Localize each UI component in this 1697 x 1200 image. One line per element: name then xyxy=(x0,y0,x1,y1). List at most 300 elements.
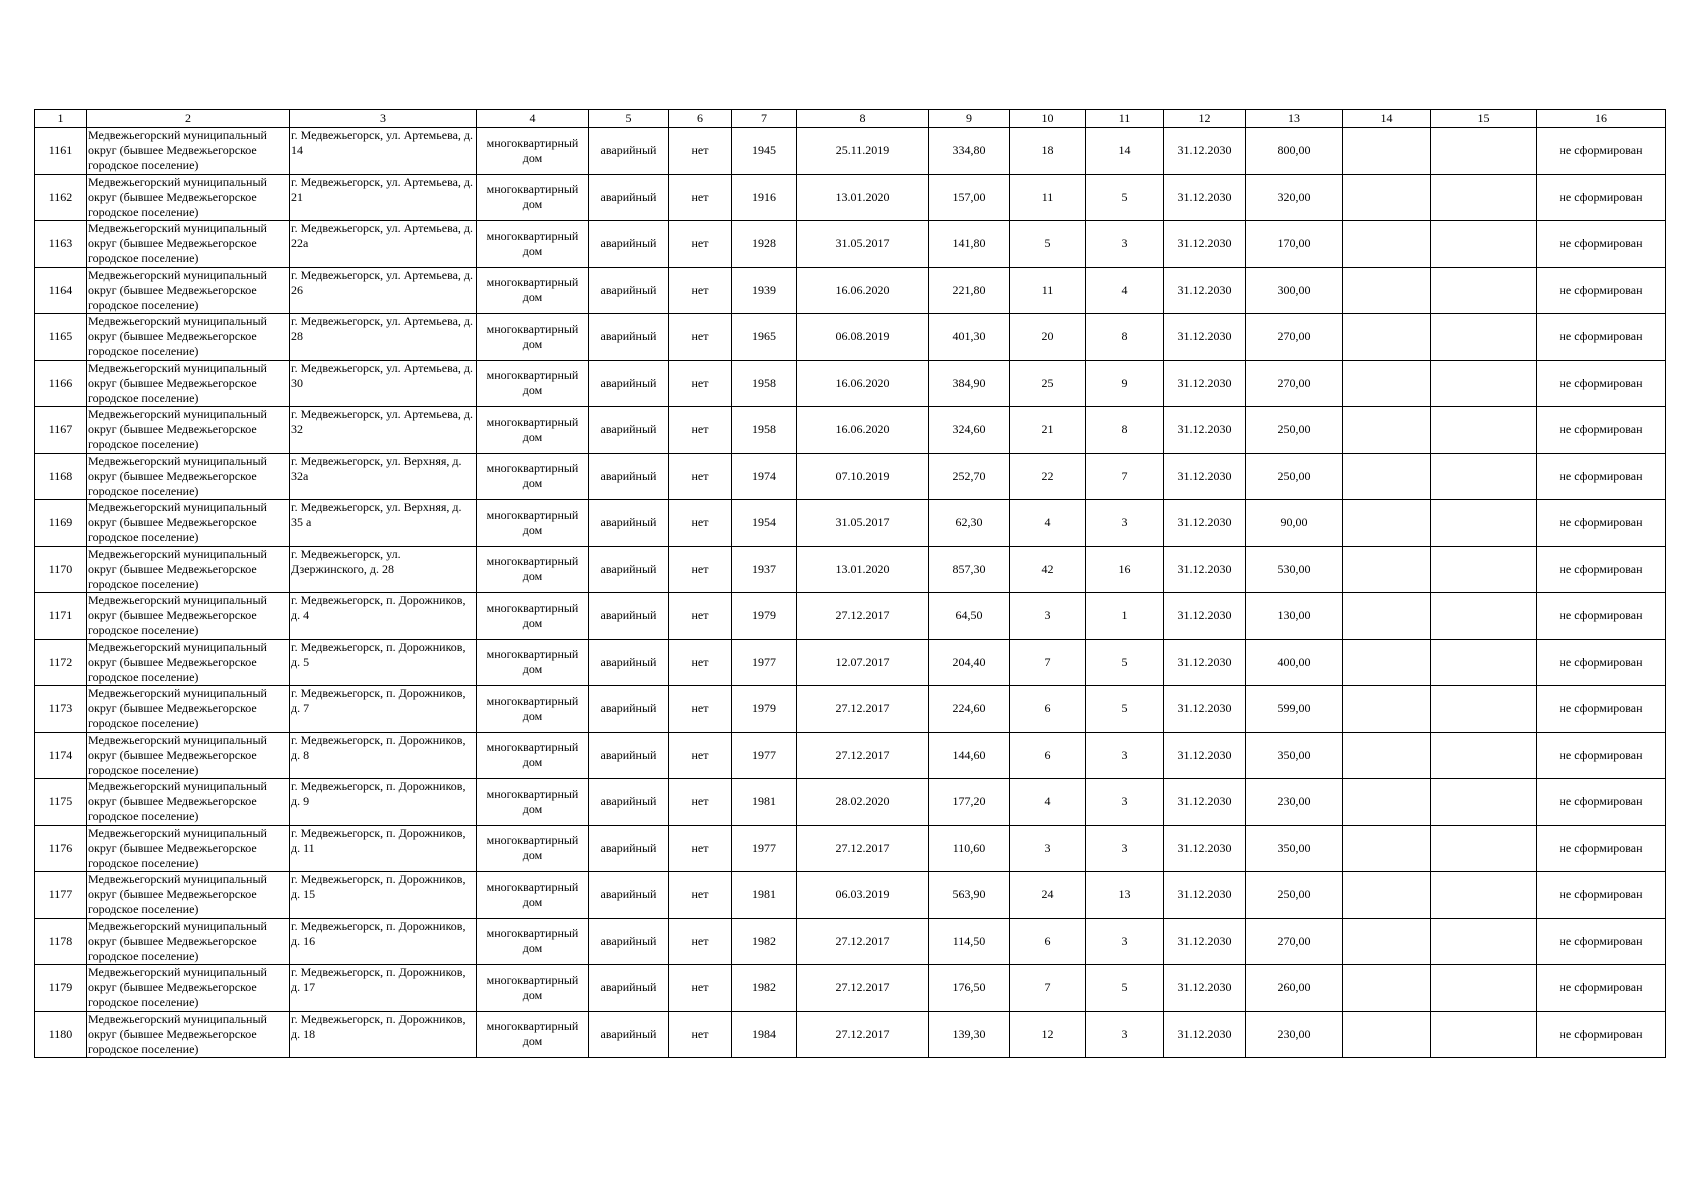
col15-cell xyxy=(1431,314,1537,361)
condition-cell: аварийный xyxy=(589,267,669,314)
resettlement-deadline-cell: 31.12.2030 xyxy=(1164,360,1246,407)
row-number: 1177 xyxy=(35,872,87,919)
col15-cell xyxy=(1431,360,1537,407)
col15-cell xyxy=(1431,686,1537,733)
col14-cell xyxy=(1343,825,1431,872)
col6-cell: нет xyxy=(669,732,732,779)
municipality-cell: Медвежьегорский муниципальный округ (бывшее Медвежьегорское городское поселение) xyxy=(87,779,290,826)
address-cell: г. Медвежьегорск, ул. Верхняя, д. 32а xyxy=(290,453,477,500)
col13-cell: 270,00 xyxy=(1246,918,1343,965)
build-year-cell: 1958 xyxy=(732,360,797,407)
building-type-cell: многоквартирный дом xyxy=(477,825,589,872)
condition-cell: аварийный xyxy=(589,360,669,407)
municipality-cell: Медвежьегорский муниципальный округ (бывшее Медвежьегорское городское поселение) xyxy=(87,686,290,733)
resettlement-deadline-cell: 31.12.2030 xyxy=(1164,407,1246,454)
col15-cell xyxy=(1431,732,1537,779)
build-year-cell: 1979 xyxy=(732,686,797,733)
area-cell: 563,90 xyxy=(929,872,1010,919)
municipality-cell: Медвежьегорский муниципальный округ (бывшее Медвежьегорское городское поселение) xyxy=(87,732,290,779)
column-header: 1 xyxy=(35,110,87,128)
col11-cell: 5 xyxy=(1086,686,1164,733)
resettlement-deadline-cell: 31.12.2030 xyxy=(1164,128,1246,175)
col16-cell: не сформирован xyxy=(1537,128,1666,175)
address-cell: г. Медвежьегорск, п. Дорожников, д. 17 xyxy=(290,965,477,1012)
recognition-date-cell: 28.02.2020 xyxy=(797,779,929,826)
col14-cell xyxy=(1343,918,1431,965)
col14-cell xyxy=(1343,221,1431,268)
col16-cell: не сформирован xyxy=(1537,965,1666,1012)
recognition-date-cell: 27.12.2017 xyxy=(797,825,929,872)
col14-cell xyxy=(1343,453,1431,500)
col14-cell xyxy=(1343,546,1431,593)
area-cell: 221,80 xyxy=(929,267,1010,314)
area-cell: 224,60 xyxy=(929,686,1010,733)
condition-cell: аварийный xyxy=(589,686,669,733)
col16-cell: не сформирован xyxy=(1537,546,1666,593)
build-year-cell: 1974 xyxy=(732,453,797,500)
col11-cell: 7 xyxy=(1086,453,1164,500)
condition-cell: аварийный xyxy=(589,825,669,872)
table-row xyxy=(35,314,1666,361)
col15-cell xyxy=(1431,639,1537,686)
row-number: 1165 xyxy=(35,314,87,361)
col16-cell: не сформирован xyxy=(1537,918,1666,965)
building-type-cell: многоквартирный дом xyxy=(477,918,589,965)
col11-cell: 8 xyxy=(1086,407,1164,454)
recognition-date-cell: 12.07.2017 xyxy=(797,639,929,686)
address-cell: г. Медвежьегорск, ул. Верхняя, д. 35 а xyxy=(290,500,477,547)
col6-cell: нет xyxy=(669,686,732,733)
municipality-cell: Медвежьегорский муниципальный округ (бывшее Медвежьегорское городское поселение) xyxy=(87,407,290,454)
column-header: 16 xyxy=(1537,110,1666,128)
col14-cell xyxy=(1343,267,1431,314)
residents-cell: 7 xyxy=(1010,965,1086,1012)
col6-cell: нет xyxy=(669,546,732,593)
residents-cell: 11 xyxy=(1010,174,1086,221)
col16-cell: не сформирован xyxy=(1537,686,1666,733)
build-year-cell: 1939 xyxy=(732,267,797,314)
col13-cell: 250,00 xyxy=(1246,872,1343,919)
col13-cell: 230,00 xyxy=(1246,779,1343,826)
col11-cell: 3 xyxy=(1086,918,1164,965)
residents-cell: 3 xyxy=(1010,825,1086,872)
col6-cell: нет xyxy=(669,639,732,686)
build-year-cell: 1981 xyxy=(732,779,797,826)
resettlement-deadline-cell: 31.12.2030 xyxy=(1164,965,1246,1012)
condition-cell: аварийный xyxy=(589,407,669,454)
address-cell: г. Медвежьегорск, п. Дорожников, д. 16 xyxy=(290,918,477,965)
col6-cell: нет xyxy=(669,314,732,361)
building-type-cell: многоквартирный дом xyxy=(477,779,589,826)
municipality-cell: Медвежьегорский муниципальный округ (бывшее Медвежьегорское городское поселение) xyxy=(87,174,290,221)
resettlement-deadline-cell: 31.12.2030 xyxy=(1164,546,1246,593)
col16-cell: не сформирован xyxy=(1537,314,1666,361)
recognition-date-cell: 16.06.2020 xyxy=(797,360,929,407)
table-row xyxy=(35,407,1666,454)
condition-cell: аварийный xyxy=(589,593,669,640)
col16-cell: не сформирован xyxy=(1537,1011,1666,1058)
col11-cell: 4 xyxy=(1086,267,1164,314)
recognition-date-cell: 27.12.2017 xyxy=(797,1011,929,1058)
recognition-date-cell: 31.05.2017 xyxy=(797,500,929,547)
table-row xyxy=(35,128,1666,175)
area-cell: 157,00 xyxy=(929,174,1010,221)
condition-cell: аварийный xyxy=(589,639,669,686)
table-row xyxy=(35,872,1666,919)
row-number: 1163 xyxy=(35,221,87,268)
table-row xyxy=(35,639,1666,686)
municipality-cell: Медвежьегорский муниципальный округ (бывшее Медвежьегорское городское поселение) xyxy=(87,360,290,407)
area-cell: 252,70 xyxy=(929,453,1010,500)
table-row xyxy=(35,453,1666,500)
col14-cell xyxy=(1343,686,1431,733)
col11-cell: 3 xyxy=(1086,779,1164,826)
col15-cell xyxy=(1431,128,1537,175)
col11-cell: 9 xyxy=(1086,360,1164,407)
municipality-cell: Медвежьегорский муниципальный округ (бывшее Медвежьегорское городское поселение) xyxy=(87,965,290,1012)
residents-cell: 6 xyxy=(1010,918,1086,965)
build-year-cell: 1977 xyxy=(732,825,797,872)
table-row xyxy=(35,593,1666,640)
area-cell: 334,80 xyxy=(929,128,1010,175)
recognition-date-cell: 31.05.2017 xyxy=(797,221,929,268)
col6-cell: нет xyxy=(669,1011,732,1058)
residents-cell: 22 xyxy=(1010,453,1086,500)
address-cell: г. Медвежьегорск, п. Дорожников, д. 9 xyxy=(290,779,477,826)
address-cell: г. Медвежьегорск, ул. Артемьева, д. 32 xyxy=(290,407,477,454)
column-header: 11 xyxy=(1086,110,1164,128)
row-number: 1174 xyxy=(35,732,87,779)
building-type-cell: многоквартирный дом xyxy=(477,965,589,1012)
municipality-cell: Медвежьегорский муниципальный округ (бывшее Медвежьегорское городское поселение) xyxy=(87,639,290,686)
col16-cell: не сформирован xyxy=(1537,732,1666,779)
resettlement-deadline-cell: 31.12.2030 xyxy=(1164,918,1246,965)
resettlement-deadline-cell: 31.12.2030 xyxy=(1164,174,1246,221)
address-cell: г. Медвежьегорск, п. Дорожников, д. 18 xyxy=(290,1011,477,1058)
condition-cell: аварийный xyxy=(589,500,669,547)
municipality-cell: Медвежьегорский муниципальный округ (бывшее Медвежьегорское городское поселение) xyxy=(87,500,290,547)
col16-cell: не сформирован xyxy=(1537,825,1666,872)
area-cell: 141,80 xyxy=(929,221,1010,268)
col11-cell: 3 xyxy=(1086,825,1164,872)
recognition-date-cell: 13.01.2020 xyxy=(797,546,929,593)
col13-cell: 270,00 xyxy=(1246,314,1343,361)
recognition-date-cell: 25.11.2019 xyxy=(797,128,929,175)
column-header: 2 xyxy=(87,110,290,128)
condition-cell: аварийный xyxy=(589,221,669,268)
building-type-cell: многоквартирный дом xyxy=(477,314,589,361)
column-header: 13 xyxy=(1246,110,1343,128)
area-cell: 324,60 xyxy=(929,407,1010,454)
resettlement-deadline-cell: 31.12.2030 xyxy=(1164,686,1246,733)
building-type-cell: многоквартирный дом xyxy=(477,686,589,733)
build-year-cell: 1928 xyxy=(732,221,797,268)
column-header: 12 xyxy=(1164,110,1246,128)
condition-cell: аварийный xyxy=(589,779,669,826)
build-year-cell: 1977 xyxy=(732,639,797,686)
col14-cell xyxy=(1343,407,1431,454)
area-cell: 139,30 xyxy=(929,1011,1010,1058)
row-number: 1166 xyxy=(35,360,87,407)
recognition-date-cell: 27.12.2017 xyxy=(797,686,929,733)
resettlement-deadline-cell: 31.12.2030 xyxy=(1164,872,1246,919)
residents-cell: 7 xyxy=(1010,639,1086,686)
area-cell: 62,30 xyxy=(929,500,1010,547)
col13-cell: 400,00 xyxy=(1246,639,1343,686)
housing-register-table xyxy=(34,109,1666,1058)
table-row xyxy=(35,221,1666,268)
col13-cell: 350,00 xyxy=(1246,825,1343,872)
col11-cell: 3 xyxy=(1086,732,1164,779)
col11-cell: 13 xyxy=(1086,872,1164,919)
col15-cell xyxy=(1431,407,1537,454)
column-header: 3 xyxy=(290,110,477,128)
col14-cell xyxy=(1343,128,1431,175)
col14-cell xyxy=(1343,965,1431,1012)
row-number: 1169 xyxy=(35,500,87,547)
condition-cell: аварийный xyxy=(589,872,669,919)
col13-cell: 800,00 xyxy=(1246,128,1343,175)
col13-cell: 599,00 xyxy=(1246,686,1343,733)
building-type-cell: многоквартирный дом xyxy=(477,546,589,593)
area-cell: 110,60 xyxy=(929,825,1010,872)
table-row xyxy=(35,825,1666,872)
area-cell: 204,40 xyxy=(929,639,1010,686)
col6-cell: нет xyxy=(669,407,732,454)
residents-cell: 20 xyxy=(1010,314,1086,361)
build-year-cell: 1982 xyxy=(732,918,797,965)
col16-cell: не сформирован xyxy=(1537,779,1666,826)
condition-cell: аварийный xyxy=(589,128,669,175)
area-cell: 64,50 xyxy=(929,593,1010,640)
building-type-cell: многоквартирный дом xyxy=(477,453,589,500)
residents-cell: 21 xyxy=(1010,407,1086,454)
build-year-cell: 1916 xyxy=(732,174,797,221)
col16-cell: не сформирован xyxy=(1537,360,1666,407)
table-row xyxy=(35,546,1666,593)
col11-cell: 1 xyxy=(1086,593,1164,640)
table-body xyxy=(35,128,1666,1058)
area-cell: 114,50 xyxy=(929,918,1010,965)
col15-cell xyxy=(1431,965,1537,1012)
table-row xyxy=(35,779,1666,826)
table-row xyxy=(35,360,1666,407)
municipality-cell: Медвежьегорский муниципальный округ (бывшее Медвежьегорское городское поселение) xyxy=(87,453,290,500)
building-type-cell: многоквартирный дом xyxy=(477,500,589,547)
column-number-header xyxy=(35,110,1666,128)
table-row xyxy=(35,686,1666,733)
table-row xyxy=(35,1011,1666,1058)
row-number: 1180 xyxy=(35,1011,87,1058)
building-type-cell: многоквартирный дом xyxy=(477,1011,589,1058)
municipality-cell: Медвежьегорский муниципальный округ (бывшее Медвежьегорское городское поселение) xyxy=(87,221,290,268)
resettlement-deadline-cell: 31.12.2030 xyxy=(1164,221,1246,268)
row-number: 1176 xyxy=(35,825,87,872)
municipality-cell: Медвежьегорский муниципальный округ (бывшее Медвежьегорское городское поселение) xyxy=(87,546,290,593)
col6-cell: нет xyxy=(669,221,732,268)
address-cell: г. Медвежьегорск, ул. Артемьева, д. 30 xyxy=(290,360,477,407)
col11-cell: 5 xyxy=(1086,965,1164,1012)
residents-cell: 5 xyxy=(1010,221,1086,268)
col15-cell xyxy=(1431,1011,1537,1058)
col14-cell xyxy=(1343,360,1431,407)
col13-cell: 270,00 xyxy=(1246,360,1343,407)
col6-cell: нет xyxy=(669,872,732,919)
col14-cell xyxy=(1343,174,1431,221)
col16-cell: не сформирован xyxy=(1537,221,1666,268)
address-cell: г. Медвежьегорск, ул. Артемьева, д. 14 xyxy=(290,128,477,175)
col16-cell: не сформирован xyxy=(1537,872,1666,919)
recognition-date-cell: 27.12.2017 xyxy=(797,918,929,965)
residents-cell: 6 xyxy=(1010,732,1086,779)
municipality-cell: Медвежьегорский муниципальный округ (бывшее Медвежьегорское городское поселение) xyxy=(87,267,290,314)
col6-cell: нет xyxy=(669,500,732,547)
col6-cell: нет xyxy=(669,779,732,826)
condition-cell: аварийный xyxy=(589,965,669,1012)
address-cell: г. Медвежьегорск, п. Дорожников, д. 4 xyxy=(290,593,477,640)
row-number: 1161 xyxy=(35,128,87,175)
resettlement-deadline-cell: 31.12.2030 xyxy=(1164,314,1246,361)
area-cell: 177,20 xyxy=(929,779,1010,826)
address-cell: г. Медвежьегорск, ул. Артемьева, д. 28 xyxy=(290,314,477,361)
recognition-date-cell: 16.06.2020 xyxy=(797,407,929,454)
municipality-cell: Медвежьегорский муниципальный округ (бывшее Медвежьегорское городское поселение) xyxy=(87,872,290,919)
header-row xyxy=(35,110,1666,128)
table-row xyxy=(35,267,1666,314)
col13-cell: 90,00 xyxy=(1246,500,1343,547)
col11-cell: 5 xyxy=(1086,174,1164,221)
col13-cell: 250,00 xyxy=(1246,453,1343,500)
col15-cell xyxy=(1431,779,1537,826)
col11-cell: 3 xyxy=(1086,221,1164,268)
col13-cell: 300,00 xyxy=(1246,267,1343,314)
resettlement-deadline-cell: 31.12.2030 xyxy=(1164,593,1246,640)
row-number: 1170 xyxy=(35,546,87,593)
col13-cell: 170,00 xyxy=(1246,221,1343,268)
building-type-cell: многоквартирный дом xyxy=(477,732,589,779)
building-type-cell: многоквартирный дом xyxy=(477,872,589,919)
address-cell: г. Медвежьегорск, п. Дорожников, д. 11 xyxy=(290,825,477,872)
column-header: 5 xyxy=(589,110,669,128)
col16-cell: не сформирован xyxy=(1537,407,1666,454)
row-number: 1175 xyxy=(35,779,87,826)
building-type-cell: многоквартирный дом xyxy=(477,267,589,314)
condition-cell: аварийный xyxy=(589,1011,669,1058)
col13-cell: 530,00 xyxy=(1246,546,1343,593)
condition-cell: аварийный xyxy=(589,732,669,779)
recognition-date-cell: 27.12.2017 xyxy=(797,732,929,779)
row-number: 1178 xyxy=(35,918,87,965)
table-row xyxy=(35,174,1666,221)
row-number: 1162 xyxy=(35,174,87,221)
build-year-cell: 1937 xyxy=(732,546,797,593)
residents-cell: 3 xyxy=(1010,593,1086,640)
municipality-cell: Медвежьегорский муниципальный округ (бывшее Медвежьегорское городское поселение) xyxy=(87,1011,290,1058)
build-year-cell: 1977 xyxy=(732,732,797,779)
col13-cell: 130,00 xyxy=(1246,593,1343,640)
col16-cell: не сформирован xyxy=(1537,639,1666,686)
building-type-cell: многоквартирный дом xyxy=(477,221,589,268)
row-number: 1173 xyxy=(35,686,87,733)
col15-cell xyxy=(1431,872,1537,919)
area-cell: 384,90 xyxy=(929,360,1010,407)
column-header: 15 xyxy=(1431,110,1537,128)
residents-cell: 4 xyxy=(1010,500,1086,547)
residents-cell: 24 xyxy=(1010,872,1086,919)
resettlement-deadline-cell: 31.12.2030 xyxy=(1164,453,1246,500)
build-year-cell: 1982 xyxy=(732,965,797,1012)
col11-cell: 5 xyxy=(1086,639,1164,686)
resettlement-deadline-cell: 31.12.2030 xyxy=(1164,267,1246,314)
col11-cell: 3 xyxy=(1086,1011,1164,1058)
col14-cell xyxy=(1343,639,1431,686)
address-cell: г. Медвежьегорск, п. Дорожников, д. 15 xyxy=(290,872,477,919)
col14-cell xyxy=(1343,314,1431,361)
col6-cell: нет xyxy=(669,593,732,640)
address-cell: г. Медвежьегорск, п. Дорожников, д. 7 xyxy=(290,686,477,733)
column-header: 8 xyxy=(797,110,929,128)
resettlement-deadline-cell: 31.12.2030 xyxy=(1164,500,1246,547)
row-number: 1179 xyxy=(35,965,87,1012)
address-cell: г. Медвежьегорск, ул. Дзержинского, д. 28 xyxy=(290,546,477,593)
col11-cell: 14 xyxy=(1086,128,1164,175)
table-row xyxy=(35,918,1666,965)
building-type-cell: многоквартирный дом xyxy=(477,128,589,175)
col15-cell xyxy=(1431,174,1537,221)
column-header: 10 xyxy=(1010,110,1086,128)
col16-cell: не сформирован xyxy=(1537,174,1666,221)
col13-cell: 250,00 xyxy=(1246,407,1343,454)
col11-cell: 8 xyxy=(1086,314,1164,361)
col15-cell xyxy=(1431,221,1537,268)
municipality-cell: Медвежьегорский муниципальный округ (бывшее Медвежьегорское городское поселение) xyxy=(87,314,290,361)
table-row xyxy=(35,500,1666,547)
col15-cell xyxy=(1431,500,1537,547)
recognition-date-cell: 27.12.2017 xyxy=(797,965,929,1012)
col6-cell: нет xyxy=(669,360,732,407)
area-cell: 144,60 xyxy=(929,732,1010,779)
col14-cell xyxy=(1343,593,1431,640)
col15-cell xyxy=(1431,825,1537,872)
column-header: 4 xyxy=(477,110,589,128)
condition-cell: аварийный xyxy=(589,546,669,593)
row-number: 1168 xyxy=(35,453,87,500)
address-cell: г. Медвежьегорск, п. Дорожников, д. 8 xyxy=(290,732,477,779)
build-year-cell: 1954 xyxy=(732,500,797,547)
col15-cell xyxy=(1431,918,1537,965)
col14-cell xyxy=(1343,1011,1431,1058)
build-year-cell: 1945 xyxy=(732,128,797,175)
row-number: 1171 xyxy=(35,593,87,640)
col16-cell: не сформирован xyxy=(1537,593,1666,640)
residents-cell: 12 xyxy=(1010,1011,1086,1058)
col13-cell: 350,00 xyxy=(1246,732,1343,779)
build-year-cell: 1981 xyxy=(732,872,797,919)
building-type-cell: многоквартирный дом xyxy=(477,639,589,686)
recognition-date-cell: 06.08.2019 xyxy=(797,314,929,361)
col16-cell: не сформирован xyxy=(1537,453,1666,500)
recognition-date-cell: 16.06.2020 xyxy=(797,267,929,314)
area-cell: 857,30 xyxy=(929,546,1010,593)
col11-cell: 3 xyxy=(1086,500,1164,547)
building-type-cell: многоквартирный дом xyxy=(477,360,589,407)
build-year-cell: 1958 xyxy=(732,407,797,454)
building-type-cell: многоквартирный дом xyxy=(477,593,589,640)
residents-cell: 18 xyxy=(1010,128,1086,175)
address-cell: г. Медвежьегорск, п. Дорожников, д. 5 xyxy=(290,639,477,686)
municipality-cell: Медвежьегорский муниципальный округ (бывшее Медвежьегорское городское поселение) xyxy=(87,918,290,965)
recognition-date-cell: 13.01.2020 xyxy=(797,174,929,221)
